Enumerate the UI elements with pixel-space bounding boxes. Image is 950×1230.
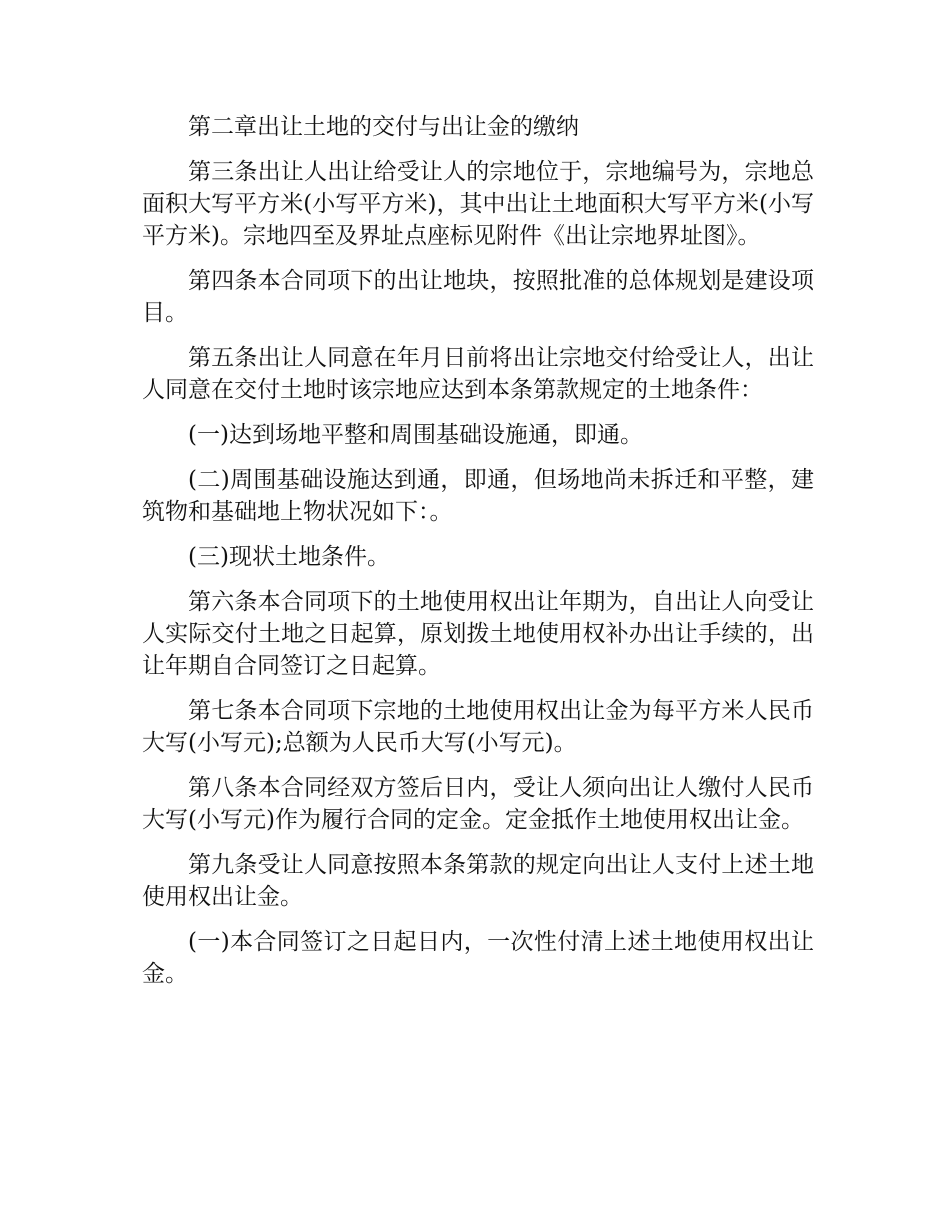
- article-8: 第八条本合同经双方签后日内，受让人须向出让人缴付人民币大写(小写元)作为履行合同的定金。定金抵作土地使用权出让金。: [142, 775, 814, 833]
- article-5-item-1: (一)达到场地平整和周围基础设施通，即通。: [188, 422, 643, 448]
- article-7: 第七条本合同项下宗地的土地使用权出让金为每平方米人民币大写(小写元);总额为人民币大写(小写元)。: [142, 698, 814, 756]
- article-4: 第四条本合同项下的出让地块，按照批准的总体规划是建设项目。: [142, 268, 814, 326]
- article-5-item-3: (三)现状土地条件。: [188, 544, 390, 570]
- article-6: 第六条本合同项下的土地使用权出让年期为，自出让人向受让人实际交付土地之日起算，原划拨土地使用权补办出让手续的，出让年期自合同签订之日起算。: [142, 589, 814, 679]
- article-9-item-1: (一)本合同签订之日起日内，一次性付清上述土地使用权出让金。: [142, 929, 814, 987]
- document-page: [142, 111, 814, 1003]
- article-5: 第五条出让人同意在年月日前将出让宗地交付给受让人，出让人同意在交付土地时该宗地应达到本条第款规定的土地条件：: [142, 345, 814, 403]
- article-9: 第九条受让人同意按照本条第款的规定向出让人支付上述土地使用权出让金。: [142, 852, 814, 910]
- chapter-heading: 第二章出让土地的交付与出让金的缴纳: [188, 114, 579, 140]
- article-5-item-2: (二)周围基础设施达到通，即通，但场地尚未拆迁和平整，建筑物和基础地上物状况如下：。: [142, 467, 814, 525]
- article-3: 第三条出让人出让给受让人的宗地位于，宗地编号为，宗地总面积大写平方米(小写平方米)，其中出让土地面积大写平方米(小写平方米)。宗地四至及界址点座标见附件《出让宗地界址图》。: [142, 159, 814, 249]
